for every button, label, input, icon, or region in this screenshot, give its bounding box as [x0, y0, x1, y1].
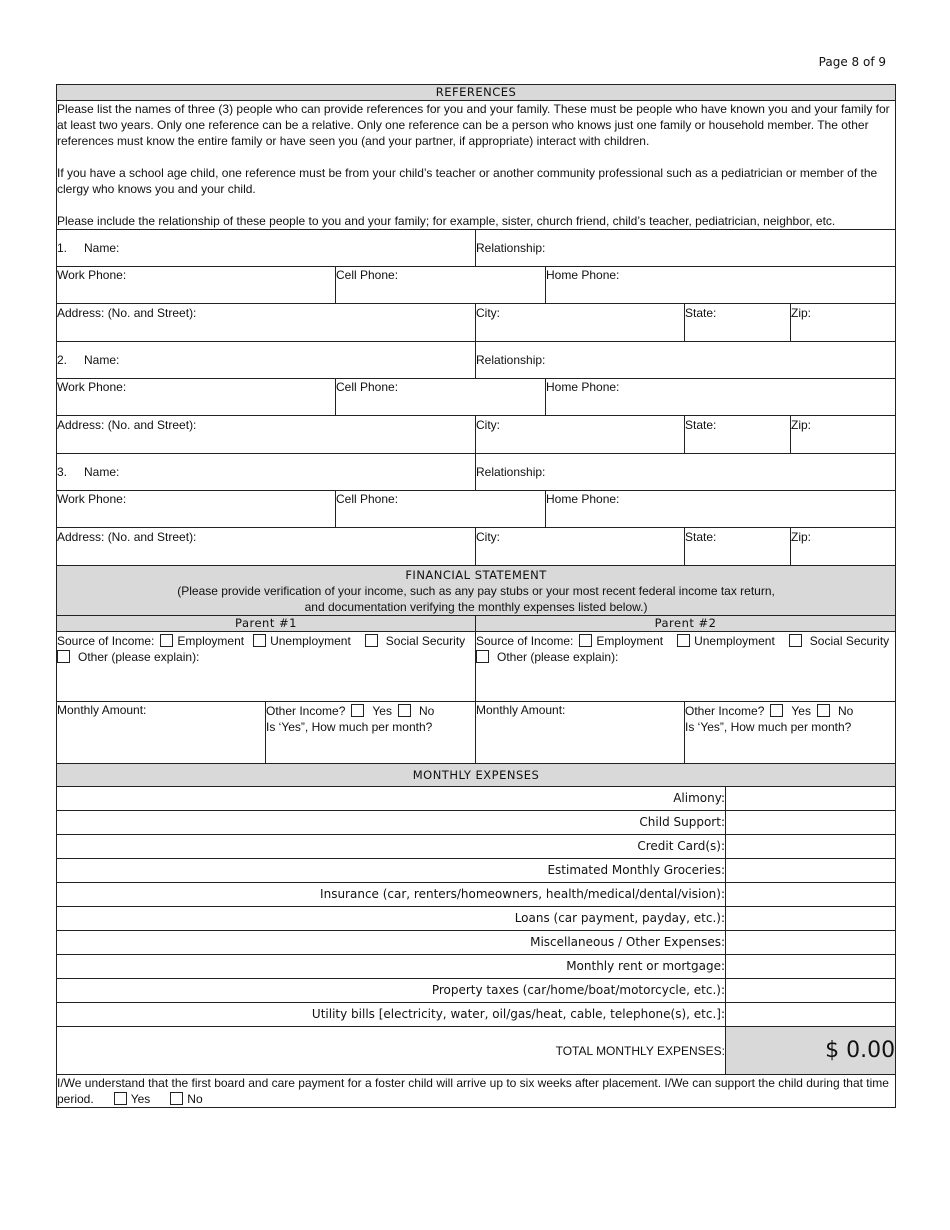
ref2-home-phone-field[interactable]: Home Phone:: [546, 379, 896, 416]
financial-title: FINANCIAL STATEMENT: [405, 568, 547, 582]
acknowledgement-text: I/We understand that the first board and care payment for a foster child will arrive up to six weeks after placement. I/We can support the child during that time period.: [57, 1076, 889, 1106]
ref2-name-field[interactable]: 2. Name:: [57, 342, 476, 379]
parent2-other-income: Other Income? Yes No Is ‘Yes”, How much per month?: [685, 702, 896, 764]
expense-input-rent-mortgage[interactable]: [726, 955, 896, 979]
ref3-relationship-field[interactable]: Relationship:: [476, 454, 896, 491]
parent2-social-security-checkbox[interactable]: [789, 634, 802, 647]
parent1-monthly-amount-field[interactable]: Monthly Amount:: [57, 702, 266, 764]
parent1-header: Parent #1: [57, 616, 476, 632]
references-intro-p3: Please include the relationship of these people to you and your family; for example, sister, church friend, child’s teacher, pediatrician, neighbor, etc.: [57, 214, 836, 228]
ref3-city-field[interactable]: City:: [476, 528, 685, 566]
ref1-state-field[interactable]: State:: [685, 304, 791, 342]
board-care-acknowledgement: I/We understand that the first board and care payment for a foster child will arrive up to six weeks after placement. I/We can support the child during that time period. Yes No: [57, 1075, 896, 1108]
expense-label: Monthly rent or mortgage:: [57, 955, 726, 979]
expense-input-insurance[interactable]: [726, 883, 896, 907]
expense-label: Insurance (car, renters/homeowners, health/medical/dental/vision):: [57, 883, 726, 907]
parent2-how-much: Is ‘Yes”, How much per month?: [685, 720, 852, 734]
parent2-header: Parent #2: [476, 616, 896, 632]
ref3-cell-phone-field[interactable]: Cell Phone:: [336, 491, 546, 528]
parent2-income-source: Source of Income: Employment Unemployment Social Security Other (please explain):: [476, 632, 896, 702]
acknowledgement-yes-checkbox[interactable]: [114, 1092, 127, 1105]
expense-label: Alimony:: [57, 787, 726, 811]
parent2-unemployment-checkbox[interactable]: [677, 634, 690, 647]
page-number: Page 8 of 9: [818, 55, 886, 69]
ref2-address-field[interactable]: Address: (No. and Street):: [57, 416, 476, 454]
expense-input-utility-bills[interactable]: [726, 1003, 896, 1027]
parent2-monthly-amount-field[interactable]: Monthly Amount:: [476, 702, 685, 764]
monthly-expenses-header: MONTHLY EXPENSES: [57, 764, 896, 787]
ref1-work-phone-field[interactable]: Work Phone:: [57, 267, 336, 304]
expense-label: Credit Card(s):: [57, 835, 726, 859]
ref3-address-field[interactable]: Address: (No. and Street):: [57, 528, 476, 566]
references-instructions: [57, 101, 896, 230]
ref2-cell-phone-field[interactable]: Cell Phone:: [336, 379, 546, 416]
financial-subline-1: (Please provide verification of your income, such as any pay stubs or your most recent federal income tax return,: [177, 584, 775, 598]
parent1-other-checkbox[interactable]: [57, 650, 70, 663]
ref3-home-phone-field[interactable]: Home Phone:: [546, 491, 896, 528]
parent2-employment-checkbox[interactable]: [579, 634, 592, 647]
expense-input-groceries[interactable]: [726, 859, 896, 883]
parent1-other-income-yes-checkbox[interactable]: [351, 704, 364, 717]
parent1-unemployment-checkbox[interactable]: [253, 634, 266, 647]
ref1-home-phone-field[interactable]: Home Phone:: [546, 267, 896, 304]
expense-label: Child Support:: [57, 811, 726, 835]
expense-label: Property taxes (car/home/boat/motorcycle, etc.):: [57, 979, 726, 1003]
parent1-how-much: Is ‘Yes”, How much per month?: [266, 720, 433, 734]
ref1-relationship-field[interactable]: Relationship:: [476, 230, 896, 267]
parent1-employment-checkbox[interactable]: [160, 634, 173, 647]
expense-label: Loans (car payment, payday, etc.):: [57, 907, 726, 931]
ref3-name-field[interactable]: 3. Name:: [57, 454, 476, 491]
expense-input-loans[interactable]: [726, 907, 896, 931]
financial-subline-2: and documentation verifying the monthly expenses listed below.): [304, 600, 648, 614]
ref3-work-phone-field[interactable]: Work Phone:: [57, 491, 336, 528]
ref1-cell-phone-field[interactable]: Cell Phone:: [336, 267, 546, 304]
parent1-income-source: Source of Income: Employment Unemployment Social Security Other (please explain):: [57, 632, 476, 702]
references-intro-p2: If you have a school age child, one reference must be from your child’s teacher or another community professional such as a pediatrician or member of the clergy who knows you and your child.: [57, 166, 878, 196]
ref1-zip-field[interactable]: Zip:: [791, 304, 896, 342]
expense-input-property-taxes[interactable]: [726, 979, 896, 1003]
ref3-state-field[interactable]: State:: [685, 528, 791, 566]
references-intro-p1: Please list the names of three (3) people who can provide references for you and your family. These must be people who have known you and your family for at least two years. Only one reference can be a relative. Only one reference can be a person who knows just one family or household member. The other references must know the entire family or have seen you (and your partner, if appropriate) interact with children.: [57, 102, 890, 148]
references-header: REFERENCES: [57, 85, 896, 101]
application-form: [56, 84, 896, 1108]
parent1-other-income: Other Income? Yes No Is ‘Yes”, How much per month?: [266, 702, 476, 764]
ref1-name-field[interactable]: 1. Name:: [57, 230, 476, 267]
expense-input-alimony[interactable]: [726, 787, 896, 811]
parent2-other-checkbox[interactable]: [476, 650, 489, 663]
ref1-address-field[interactable]: Address: (No. and Street):: [57, 304, 476, 342]
parent2-other-income-no-checkbox[interactable]: [817, 704, 830, 717]
expense-label: Miscellaneous / Other Expenses:: [57, 931, 726, 955]
expense-label: Estimated Monthly Groceries:: [57, 859, 726, 883]
expense-input-credit-cards[interactable]: [726, 835, 896, 859]
expense-input-child-support[interactable]: [726, 811, 896, 835]
ref2-state-field[interactable]: State:: [685, 416, 791, 454]
ref2-zip-field[interactable]: Zip:: [791, 416, 896, 454]
parent2-other-income-yes-checkbox[interactable]: [770, 704, 783, 717]
expense-label: Utility bills [electricity, water, oil/gas/heat, cable, telephone(s), etc.]:: [57, 1003, 726, 1027]
ref2-city-field[interactable]: City:: [476, 416, 685, 454]
ref3-zip-field[interactable]: Zip:: [791, 528, 896, 566]
ref2-work-phone-field[interactable]: Work Phone:: [57, 379, 336, 416]
total-monthly-expenses-value: $ 0.00: [726, 1027, 896, 1075]
total-monthly-expenses-label: TOTAL MONTHLY EXPENSES:: [57, 1027, 726, 1075]
acknowledgement-no-checkbox[interactable]: [170, 1092, 183, 1105]
expense-input-miscellaneous[interactable]: [726, 931, 896, 955]
parent1-other-income-no-checkbox[interactable]: [398, 704, 411, 717]
ref2-relationship-field[interactable]: Relationship:: [476, 342, 896, 379]
financial-statement-header: [57, 566, 896, 616]
parent1-social-security-checkbox[interactable]: [365, 634, 378, 647]
ref1-city-field[interactable]: City:: [476, 304, 685, 342]
